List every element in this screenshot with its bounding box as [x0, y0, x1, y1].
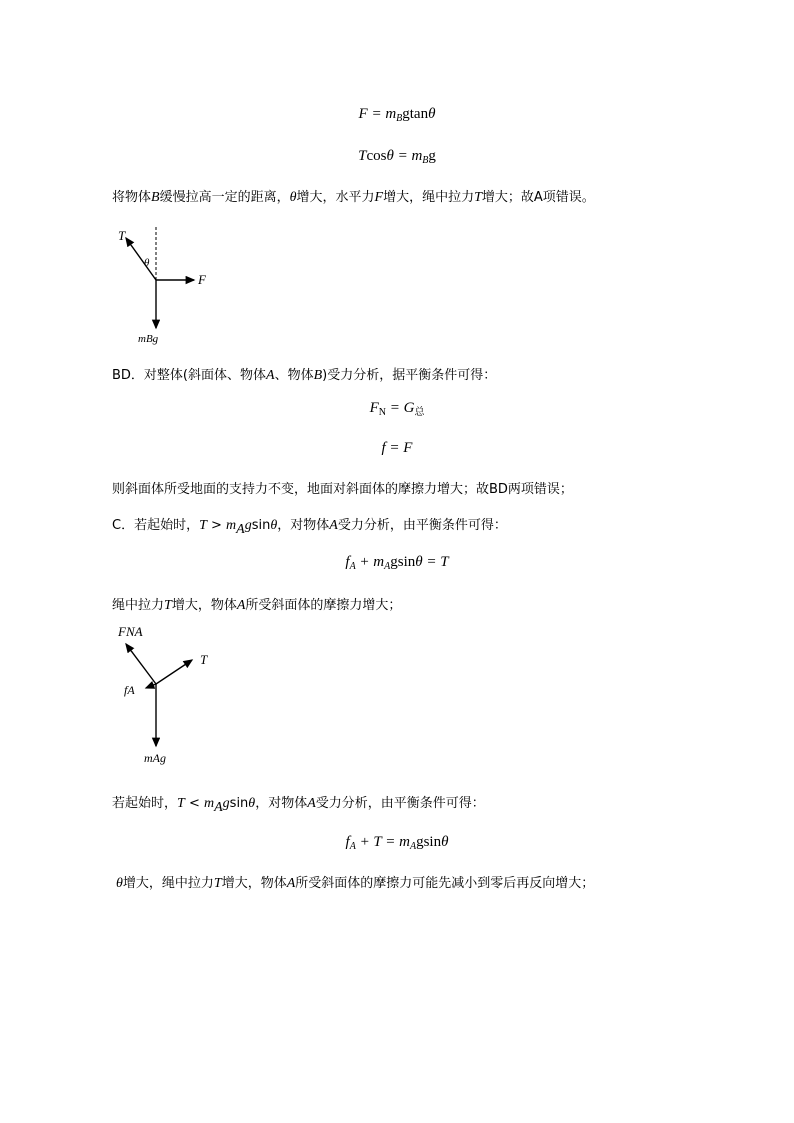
label-t2: T — [200, 652, 208, 667]
label-fna: FNA — [118, 624, 143, 639]
paragraph-5: 绳中拉力T增大，物体A所受斜面体的摩擦力增大； — [112, 598, 402, 613]
label-fa: fA — [124, 683, 135, 697]
equation-fa-plus-t: $f_A + T = m_Agsin\theta$ — [345, 834, 449, 852]
force-diagram-a — [110, 622, 230, 772]
equation-f-equals-f: f = F — [381, 440, 413, 456]
paragraph-1: 将物体B缓慢拉高一定的距离，θ增大，水平力F增大，绳中拉力T增大；故A项错误。 — [112, 190, 595, 205]
paragraph-2: BD．对整体(斜面体、物体A、物体B)受力分析，据平衡条件可得： — [112, 368, 497, 383]
equation-fa-plus: $f_A + m_Agsin\theta = T$ — [345, 554, 449, 572]
force-diagram-b — [110, 224, 230, 344]
equation-tcos-mbg: $Tcos\theta = m_Bg$ — [358, 148, 436, 166]
paragraph-4: C．若起始时，$T > m_Agsin\theta$，对物体A受力分析，由平衡条件可得： — [112, 518, 507, 537]
paragraph-6: 若起始时，$T < m_Agsin\theta$，对物体A受力分析，由平衡条件可得： — [112, 796, 485, 815]
label-mbg: mBg — [138, 333, 159, 345]
paragraph-7: θ增大，绳中拉力T增大，物体A所受斜面体的摩擦力可能先减小到零后再反向增大； — [116, 876, 595, 891]
label-mag: mAg — [144, 751, 166, 765]
label-theta: θ — [144, 257, 150, 269]
equation-f-mbg-tan: $F = m_Bgtan\theta$ — [358, 106, 436, 124]
label-t: T — [118, 228, 126, 243]
paragraph-3: 则斜面体所受地面的支持力不变，地面对斜面体的摩擦力增大；故BD两项错误； — [112, 482, 573, 497]
equation-fn-g: $F_N = G_总$ — [369, 400, 425, 418]
label-f: F — [198, 272, 206, 287]
